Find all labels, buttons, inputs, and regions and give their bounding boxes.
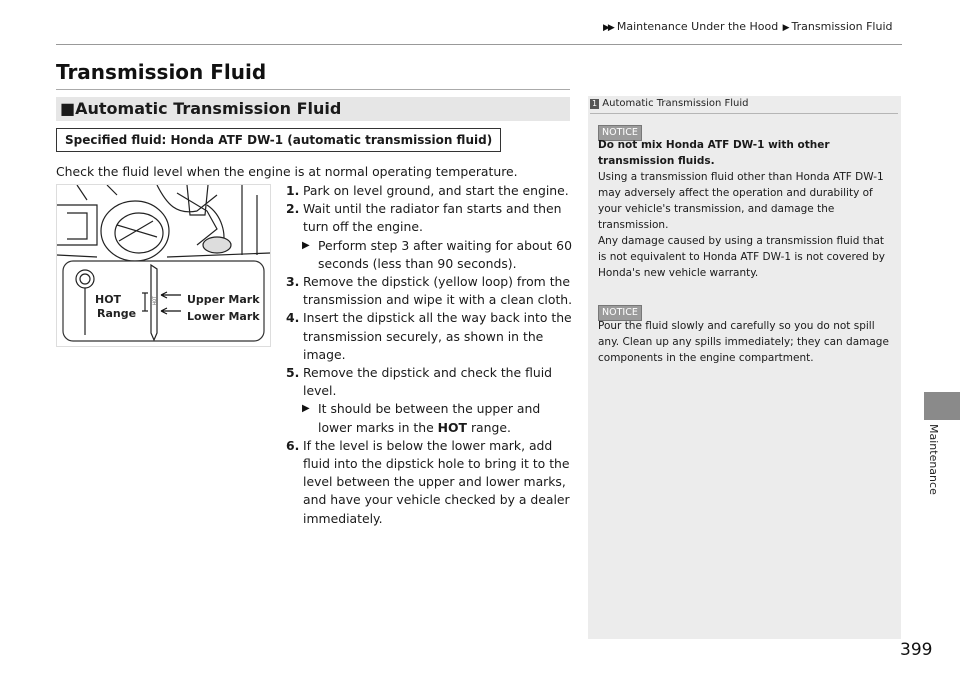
step-text: Remove the dipstick (yellow loop) from the transmission and wipe it with a clean cloth. [303, 274, 573, 308]
substep-text-end: range. [467, 419, 511, 435]
breadcrumb-item-maintenance[interactable]: Maintenance Under the Hood [616, 20, 779, 33]
step-number: 6. [286, 437, 300, 453]
step-item [286, 273, 576, 309]
intro-text: Check the fluid level when the engine is at normal operating temperature. [56, 164, 518, 179]
lower-mark-label: Lower Mark [187, 310, 260, 323]
square-bullet-icon: ■ [60, 99, 76, 118]
step-text: If the level is below the lower mark, add fluid into the dipstick hole to bring it to the level between the upper and lower marks, and have your vehicle checked by a dealer immediately. [303, 437, 570, 526]
breadcrumb-arrow-icon: ▶ [781, 23, 788, 33]
header-divider [56, 44, 902, 45]
breadcrumb-arrow-icon: ▶▶ [603, 23, 613, 33]
notice-1-warranty: Any damage caused by using a transmission fluid that is not equivalent to Honda ATF DW-1 is not covered by Honda's new vehicle warranty. [598, 235, 885, 279]
specified-fluid-box: Specified fluid: Honda ATF DW-1 (automatic transmission fluid) [56, 128, 501, 152]
step-number: 5. [286, 365, 300, 381]
notice-1-warning [598, 137, 848, 169]
substep-bold-text: HOT [437, 419, 468, 435]
step-text: Insert the dipstick all the way back into the transmission securely, as shown in the image. [303, 310, 572, 362]
step-substep [286, 400, 576, 436]
chapter-tab-text: Maintenance [927, 424, 940, 495]
step-item [286, 309, 576, 364]
step-item [286, 182, 576, 200]
title-divider [56, 89, 570, 90]
page-number: 399 [900, 640, 933, 660]
step-item [286, 200, 576, 236]
notes-divider [590, 113, 898, 114]
notes-heading [590, 98, 749, 109]
breadcrumb [603, 20, 892, 33]
section-title [60, 97, 341, 121]
step-number: 1. [286, 183, 300, 198]
procedure-steps [286, 182, 576, 528]
step-text: Wait until the radiator fan starts and then turn off the engine. [303, 201, 562, 235]
breadcrumb-item-transmission-fluid[interactable]: Transmission Fluid [791, 20, 893, 33]
upper-mark-label: Upper Mark [187, 293, 260, 306]
page-title: Transmission Fluid [56, 60, 267, 84]
chapter-tab-label [922, 424, 946, 514]
step-number: 2. [286, 201, 300, 217]
notice-label: NOTICE [598, 125, 642, 141]
step-text: Remove the dipstick and check the fluid level. [303, 365, 553, 399]
range-label: Range [97, 307, 137, 320]
hot-label: HOT [95, 293, 122, 306]
step-text: Park on level ground, and start the engine. [303, 183, 569, 198]
notice-1-body: Using a transmission fluid other than Honda ATF DW-1 may adversely affect the operation and durability of your vehicle's transmission, and damage the transmission. [598, 171, 884, 231]
step-number: 4. [286, 310, 300, 326]
arrow-right-icon: ▶ [302, 239, 310, 251]
notice-1-bold-text: Do not mix Honda ATF DW-1 with other transmission fluids. [598, 139, 830, 167]
reference-number-badge: 1 [592, 99, 598, 108]
step-item [286, 437, 576, 528]
step-substep [286, 237, 576, 273]
arrow-right-icon: ▶ [302, 403, 310, 415]
substep-text: Perform step 3 after waiting for about 60 seconds (less than 90 seconds). [318, 237, 572, 271]
notice-2-body: Pour the fluid slowly and carefully so you do not spill any. Clean up any spills immediately; they can damage components in the engine compartment. [598, 320, 889, 364]
substep-text: It should be between the upper and lower marks in the [318, 401, 541, 435]
section-title-text: Automatic Transmission Fluid [75, 99, 342, 118]
step-item [286, 364, 576, 400]
dipstick-illustration [56, 184, 271, 347]
notice-label: NOTICE [598, 305, 642, 321]
step-number: 3. [286, 274, 300, 290]
svg-text:HOT: HOT [152, 296, 157, 305]
chapter-tab[interactable] [924, 392, 960, 420]
notes-heading-text: Automatic Transmission Fluid [602, 98, 749, 109]
